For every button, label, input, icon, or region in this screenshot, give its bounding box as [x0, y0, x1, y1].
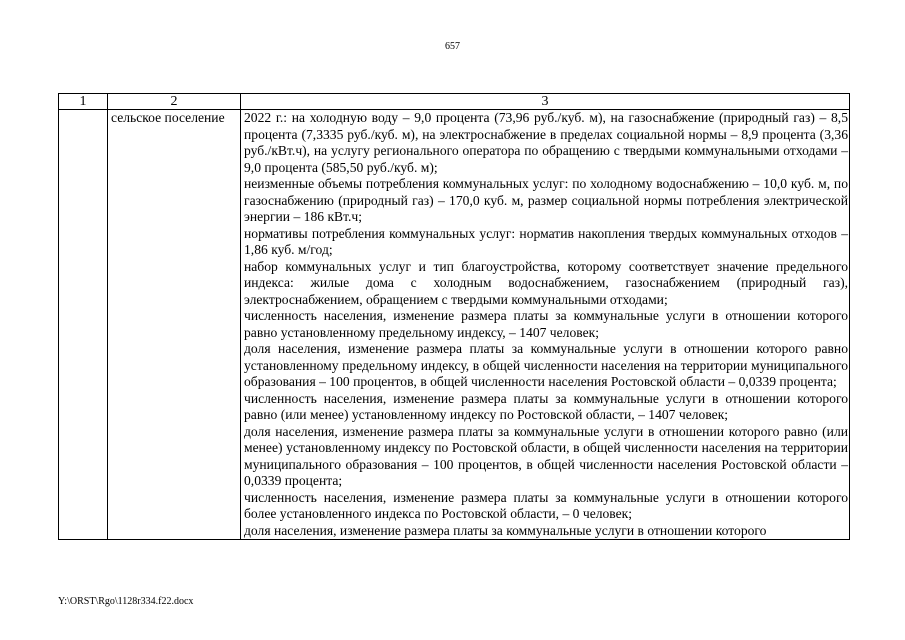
paragraph-population-more: численность населения, изменение размера платы за коммунальные услуги в отношении которого более установленного индекса по Ростовской области, – 0 человек;: [244, 489, 848, 521]
table-header-row: [59, 94, 850, 110]
column-header-3: 3: [241, 94, 850, 110]
paragraph-share-equal-or-less: доля населения, изменение размера платы за коммунальные услуги в отношении которого равно (или менее) установленному индексу по Ростовской области, в общей численности населения на территории муниципального образования – 100 процентов, в общей численности населения Ростовской области – 0,0339 процента;: [244, 423, 848, 488]
table-row: [59, 110, 850, 540]
cell-number: [59, 110, 108, 540]
data-table: [58, 93, 850, 540]
paragraph-service-set: набор коммунальных услуг и тип благоустройства, которому соответствует значение предельного индекса: жилые дома с холодным водоснабжением, газоснабжением (природный газ), электроснабжением, обращением с твердыми коммунальными отходами;: [244, 258, 848, 307]
page-number: 657: [445, 41, 460, 52]
description-text: [241, 110, 849, 539]
paragraph-share-more: доля населения, изменение размера платы за коммунальные услуги в отношении которого: [244, 522, 767, 538]
column-header-2: 2: [108, 94, 241, 110]
paragraph-population-equal-or-less: численность населения, изменение размера платы за коммунальные услуги в отношении которого равно (или менее) установленному индексу по Ростовской области, – 1407 человек;: [244, 390, 848, 422]
paragraph-consumption-norms: нормативы потребления коммунальных услуг: норматив накопления твердых коммунальных отходов – 1,86 куб. м/год;: [244, 225, 848, 257]
settlement-type-text: сельское поселение: [111, 110, 225, 125]
paragraph-share-equal: доля населения, изменение размера платы за коммунальные услуги в отношении которого равно установленному предельному индексу, в общей численности населения на территории муниципального образования – 100 процентов, в общей численности населения Ростовской области – 0,0339 процента;: [244, 341, 848, 389]
cell-settlement-type: [108, 110, 241, 540]
paragraph-tariffs: 2022 г.: на холодную воду – 9,0 процента (73,96 руб./куб. м), на газоснабжение (природный газ) – 8,5 процента (7,3335 руб./куб. м), на электроснабжение в пределах социальной нормы – 8,9 процента (3,36 руб./кВт.ч), на услугу регионального оператора по обращению с твердыми коммунальными отходами – 9,0 процента (585,50 руб./куб. м);: [244, 110, 848, 175]
footer-file-path: Y:\ORST\Rgo\1128r334.f22.docx: [58, 596, 194, 607]
cell-description: [241, 110, 850, 540]
column-header-1: 1: [59, 94, 108, 110]
paragraph-consumption-volumes: неизменные объемы потребления коммунальных услуг: по холодному водоснабжению – 10,0 куб. м, по газоснабжению (природный газ) – 170,0 куб. м, размер социальной нормы потребления электрической энергии – 186 кВт.ч;: [244, 176, 848, 224]
paragraph-population-equal: численность населения, изменение размера платы за коммунальные услуги в отношении которого равно установленному предельному индексу, – 1407 человек;: [244, 308, 848, 340]
